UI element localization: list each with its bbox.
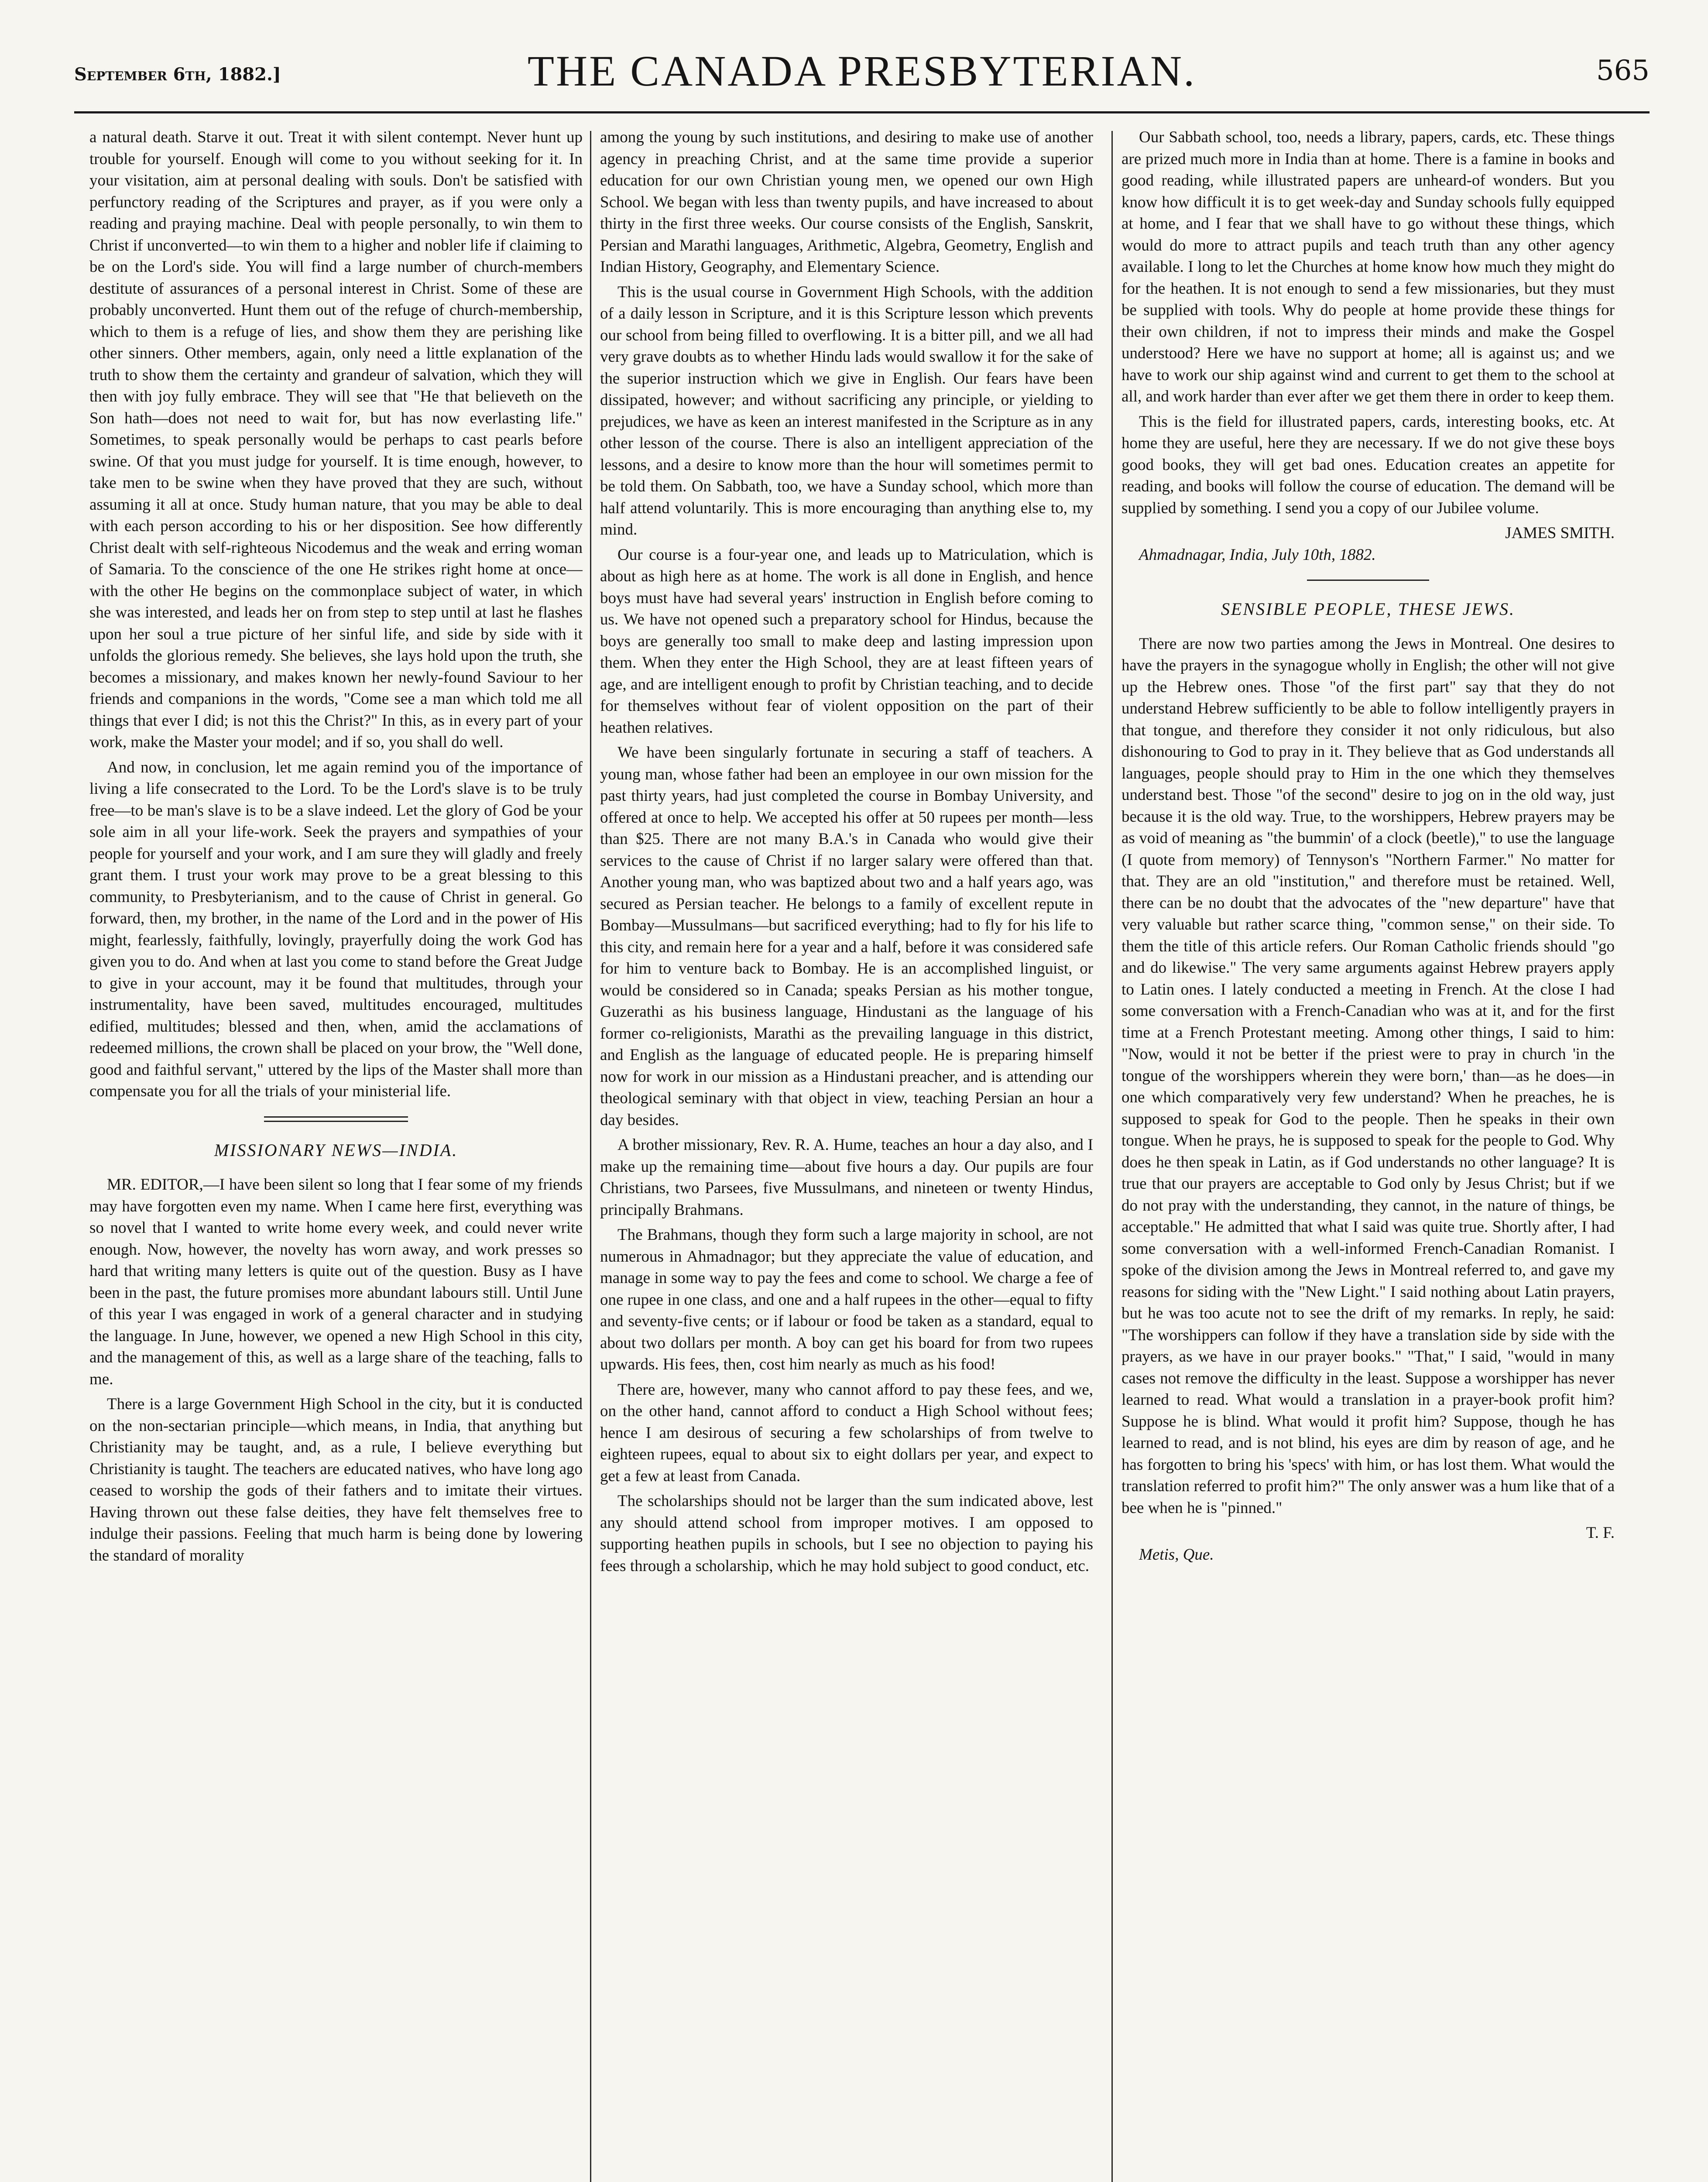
article-paragraph: Our Sabbath school, too, needs a library, papers, cards, etc. These things are prized much more in India than at home. There is a famine in books and good reading, while illustrated papers are unheard-of wonders. But you know how difficult it is to get week-day and Sunday schools fully equipped at home, and I fear that we shall have to go without these things, which would do more to attract pupils and teach truth than any other agency available. I long to let the Churches at home know how much they might do for the heathen. It is not enough to send a few missionaries, but they must be supplied with tools. Why do people at home provide these things for their own children, if not to impress their minds and make the Gospel understood? Here we have no support at home; all is against us; and we have to work our ship against wind and current to get them to the school at all, and work harder than ever after we get them there in order to keep them. — [1122, 128, 1615, 405]
article-paragraph: There are, however, many who cannot afford to pay these fees, and we, on the other hand, cannot afford to conduct a High School without fees; hence I am desirous of securing a few scholarships of from twelve to eighteen rupees, equal to about six to eight dollars per year, and expect to get a few at least from Canada. — [600, 1380, 1093, 1485]
article-paragraph: Our course is a four-year one, and leads up to Matriculation, which is about as high here as at home. The work is all done in English, and hence boys must have had several years' instruction in English before coming to us. We have not opened such a preparatory school for Hindus, because the boys are generally too small to make deep and lasting impression upon them. When they enter the High School, they are at least fifteen years of age, and are intelligent enough to profit by Christian teaching, and to decide for themselves without fear of violent opposition on the part of their heathen relatives. — [600, 546, 1093, 737]
issue-date: September 6th, 1882.] — [74, 64, 281, 85]
article-paragraph: There is a large Government High School in the city, but it is conducted on the non-sectarian principle—which means, in India, that anything but Christianity may be taught, and, as a rule, I believe everything but Christianity is taught. The teachers are educated natives, who have long ago ceased to worship the gods of their fathers and to imitate their virtues. Having thrown out these false deities, they have felt themselves free to indulge their passions. Feeling that much harm is being done by lowering the standard of morality — [89, 1395, 583, 1564]
section-title-sensible-people: SENSIBLE PEOPLE, THESE JEWS. — [1221, 599, 1515, 619]
article-paragraph: There are now two parties among the Jews in Montreal. One desires to have the prayers in the synagogue wholly in English; the other will not give up the Hebrew ones. Those "of the first part" say that they do not understand Hebrew sufficiently to be able to follow intelligently prayers in that tongue, and therefore they consider it not only ridiculous, but also dishonouring to God to pray in it. They believe that as God understands all languages, people should pray to Him in the one which they themselves understand best. Those "of the second" desire to jog on in the old way, just because it is the old way. True, to the worshippers, Hebrew prayers may be as void of meaning as "the bummin' of a clock (beetle)," to use the language (I quote from memory) of Tennyson's "Northern Farmer." No matter for that. They are an old "institution," and therefore must be retained. Well, there can be no doubt that the advocates of the "new departure" have that very valuable but rather scarce thing, "common sense," on their side. To them the title of this article refers. Our Roman Catholic friends should "go and do likewise." The very same arguments against Hebrew prayers apply to Latin ones. I lately conducted a meeting in French. At the close I had some conversation with a French-Canadian who was at it, and for the first time at a French Protestant meeting. Among other things, I said to him: "Now, would it not be better if the priest were to pray in church 'in the tongue of the worshippers wherein they were born,' than—as he does—in one which comparatively very few understand? When he preaches, he is supposed to speak for God to the people. Then he speaks in their own tongue. When he prays, he is supposed to speak for the people to God. Why does he then speak in Latin, as if God understands no other language? It is true that our prayers are acceptable to God only by Jesus Christ; but if we do not pray with the understanding, they cannot, in the nature of things, be acceptable." He admitted that what I said was quite true. Shortly after, I had some conversation with a well-informed French-Canadian Romanist. I spoke of the division among the Jews in Montreal referred to, and gave my reasons for siding with the "New Light." I said nothing about Latin prayers, but he was too acute not to see the drift of my remarks. In reply, he said: "The worshippers can follow if they have a translation side by side with the prayers, as we have in our prayer books." "That," I said, "would in many cases not remove the difficulty in the least. Suppose a worshipper has never learned to read. What would a translation in a prayer-book profit him? Suppose he is blind. What would it profit him? Suppose, though he has learned to read, and is not blind, his eyes are dim by reason of age, and he has forgotten to bring his 'specs' with him, or has lost them. What would the translation referred to profit him?" The only answer was a hum like that of a bee when he is "pinned." — [1122, 635, 1615, 1517]
article-paragraph: a natural death. Starve it out. Treat it with silent contempt. Never hunt up trouble for yourself. Enough will come to you without seeking for it. In your visitation, aim at personal dealing with souls. Don't be satisfied with perfunctory reading of the Scriptures and prayer, as if you were only a reading and praying machine. Deal with people personally, to win them to Christ if unconverted—to win them to a higher and nobler life if claiming to be on the Lord's side. You will find a large number of church-members destitute of assurances of a personal interest in Christ. Some of these are probably unconverted. Hunt them out of the refuge of church-membership, which to them is a refuge of lies, and show them they are perishing like other sinners. Other members, again, only need a little explanation of the truth to show them the certainty and grandeur of salvation, which they will then with joy fully embrace. They will see that "He that believeth on the Son hath—does not need to wait for, but has now everlasting life." Sometimes, to speak personally would be perhaps to cast pearls before swine. Of that you must judge for yourself. It is time enough, however, to take men to be swine when they have proved that they are such, without assuming it all at once. Study human nature, that you may be able to deal with each person according to his or her disposition. See how differently Christ dealt with self-righteous Nicodemus and the weak and erring woman of Samaria. To the conscience of the one He strikes right home at once—with the other He begins on the commonplace subject of water, in which she was interested, and leads her on from step to step until at last he flashes upon her soul a true picture of her sinful life, and side by side with it unfolds the glorious remedy. She believes, she lays hold upon the truth, she becomes a missionary, and makes known her newly-found Saviour to her friends and companions in the words, "Come see a man which told me all things that ever I did; is not this the Christ?" In this, as in every part of your work, make the Master your model; and if so, you shall do well. — [89, 128, 583, 751]
section-title-missionary-news: MISSIONARY NEWS—INDIA. — [214, 1140, 458, 1160]
signature-initials: T. F. — [1586, 1524, 1615, 1542]
article-paragraph: The scholarships should not be larger than the sum indicated above, lest any should attend school from improper motives. I am opposed to supporting heathen pupils in schools, but I see no objection to paying his fees through a scholarship, which he may hold subject to good conduct, etc. — [600, 1492, 1093, 1575]
article-paragraph: MR. EDITOR,—I have been silent so long that I fear some of my friends may have forgotten even my name. When I came here first, everything was so novel that I wanted to write home every week, and could never write enough. Now, however, the novelty has worn away, and work presses so hard that writing many letters is quite out of the question. Busy as I have been in the past, the future promises more abundant labours still. Until June of this year I was engaged in work of a general character and in studying the language. In June, however, we opened a new High School in this city, and the management of this, as well as a large share of the teaching, falls to me. — [89, 1176, 583, 1388]
column-divider — [590, 131, 591, 2182]
article-paragraph: A brother missionary, Rev. R. A. Hume, teaches an hour a day also, and I make up the remaining time—about five hours a day. Our pupils are four Christians, two Parsees, five Mussulmans, and nineteen or twenty Hindus, principally Brahmans. — [600, 1136, 1093, 1219]
section-rule — [264, 1116, 408, 1122]
dateline: Metis, Que. — [1139, 1545, 1214, 1564]
article-paragraph: among the young by such institutions, and desiring to make use of another agency in preaching Christ, and at the same time provide a superior education for our own Christian young men, we opened our own High School. We began with less than twenty pupils, and have increased to about thirty in the first three weeks. Our course consists of the English, Sanskrit, Persian and Marathi languages, Arithmetic, Algebra, Geometry, English and Indian History, Geography, and Elementary Science. — [600, 128, 1093, 276]
article-paragraph: This is the usual course in Government High Schools, with the addition of a daily lesson in Scripture, and it is this Scripture lesson which prevents our school from being filled to overflowing. It is a bitter pill, and we all had very grave doubts as to whether Hindu lads would swallow it for the sake of the superior instruction which we give in English. Our fears have been dissipated, however; and without sacrificing any principle, or yielding to prejudices, we have as keen an interest manifested in the Scripture as in any other lesson of the course. There is also an intelligent appreciation of the lessons, and a desire to know more than the hour will sometimes permit to be told them. On Sabbath, too, we have a Sunday school, which more than half attend voluntarily. This is more encouraging than anything else to, my mind. — [600, 283, 1093, 539]
column-2 — [600, 127, 1093, 2182]
column-3 — [1122, 127, 1615, 2182]
masthead — [74, 41, 1650, 107]
article-paragraph: We have been singularly fortunate in securing a staff of teachers. A young man, whose father had been an employee in our own mission for the past thirty years, had just completed the course in Bombay University, and offered at once to help. We accepted his offer at 50 rupees per month—less than $25. There are not many B.A.'s in Canada who would give their services to the cause of Christ if no larger salary were offered than that. Another young man, who was baptized about two and a half years ago, was secured as Persian teacher. He belongs to a family of excellent repute in Bombay—Mussulmans—but sacrificed everything; had to fly for his life to this city, and remain here for a year and a half, before it was considered safe for him to venture back to Bombay. He is an accomplished linguist, or would be considered so in Canada; speaks Persian as his mother tongue, Guzerathi as his business language, Hindustani as the language of his former co-religionists, Marathi as the prevailing language in this district, and English as the language of educated people. He is preparing himself now for work in our mission as a Hindustani preacher, and is attending our theological seminary with that object in view, teaching Persian an hour a day besides. — [600, 744, 1093, 1129]
column-1 — [89, 127, 583, 2182]
page-number: 565 — [1596, 55, 1650, 87]
article-paragraph: The Brahmans, though they form such a large majority in school, are not numerous in Ahmadnagor; but they appreciate the value of education, and manage in some way to pay the fees and come to school. We charge a fee of one rupee in one class, and one and a half rupees in the other—equal to fifty and seventy-five cents; or if labour or food be taken as a standard, equal to about two dollars per month. A boy can get his board for from two rupees upwards. His fees, then, cost him nearly as much as his food! — [600, 1226, 1093, 1373]
section-rule — [1307, 580, 1429, 581]
article-paragraph: And now, in conclusion, let me again remind you of the importance of living a life consecrated to the Lord. To be the Lord's slave is to be truly free—to be man's slave is to be a slave indeed. Let the glory of God be your sole aim in all your life-work. Seek the prayers and sympathies of your people for yourself and your work, and I am sure they will gladly and freely grant them. I trust your work may prove to be a great blessing to this community, to Presbyterianism, and to the cause of Christ in general. Go forward, then, my brother, in the name of the Lord and in the power of His might, fearlessly, faithfully, lovingly, prayerfully doing the work God has given you to do. And when at last you come to stand before the Great Judge to give in your account, may it be found that multitudes, through your instrumentality, have been saved, multitudes encouraged, multitudes edified, multitudes; blessed and then, when, amid the acclamations of redeemed millions, the crown shall be placed on your brow, the "Well done, good and faithful servant," uttered by the lips of the Master shall more than compensate you for all the trials of your ministerial life. — [89, 758, 583, 1100]
newspaper-title: THE CANADA PRESBYTERIAN. — [527, 47, 1197, 95]
masthead-rule — [74, 111, 1650, 113]
article-paragraph: This is the field for illustrated papers, cards, interesting books, etc. At home they are useful, here they are necessary. If we do not give these boys good books, they will get bad ones. Education creates an appetite for reading, and books will follow the course of education. The demand will be supplied by something. I send you a copy of our Jubilee volume. — [1122, 412, 1615, 517]
column-divider — [1111, 131, 1113, 2182]
dateline: Ahmadnagar, India, July 10th, 1882. — [1139, 546, 1376, 564]
signature: JAMES SMITH. — [1505, 524, 1615, 542]
